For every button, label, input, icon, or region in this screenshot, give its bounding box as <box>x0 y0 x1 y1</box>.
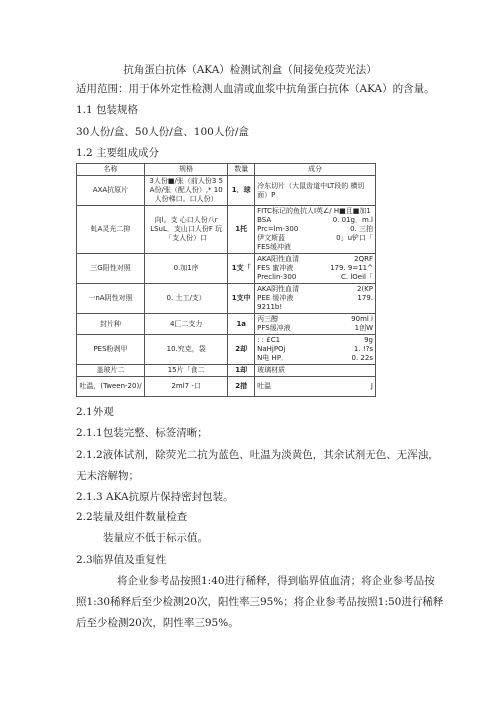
cell-qty: 1．球 <box>228 176 255 206</box>
cell-qty: 2措 <box>228 377 255 397</box>
cell-qty: 1a <box>228 314 255 335</box>
component-line: 冷东切片（大鼠齿道中LT段的 横切面）P <box>257 181 365 199</box>
cell-qty: 1支中 <box>228 284 255 314</box>
component-line: PFS缓冲液 1创W <box>257 324 373 332</box>
table-header-row <box>77 164 376 176</box>
cell-spec: 向l。支 心口人份八r LSuL．支山口人份F 玩「支人份）口 <box>144 206 227 254</box>
header-name: 名称 <box>77 164 145 176</box>
cell-components <box>255 314 376 335</box>
table-row <box>77 377 376 397</box>
cell-qty: 2却 <box>228 335 255 365</box>
table-row <box>77 206 376 254</box>
cell-qty: 1支「 <box>228 254 255 284</box>
item-2-1-3: 2.1.3 AKA抗原片保持密封包装。 <box>76 491 234 503</box>
item-2-1-2-line1: 2.1.2液体试剂，除荧光二抗为蓝色、吐温为淡黄色，其余试剂无色、无浑浊， <box>76 449 439 461</box>
table-row <box>77 365 376 377</box>
cell-spec: 4匚二支力 <box>144 314 227 335</box>
cell-components <box>255 335 376 365</box>
cell-name: 三G阳性对照 <box>77 254 145 284</box>
section-2-1-heading: 2.1外观 <box>76 406 114 418</box>
cell-spec: 10.究克，袋 <box>144 335 227 365</box>
header-spec: 规格 <box>144 164 227 176</box>
cell-components <box>255 206 376 254</box>
table-row <box>77 254 376 284</box>
cell-spec: 0. 土工/支） <box>144 284 227 314</box>
cell-name: 虬A灵光二抑 <box>77 206 145 254</box>
component-line: 丙三醇 90ml i <box>257 315 373 323</box>
cell-qty: 1托 <box>228 206 255 254</box>
cell-components <box>255 176 376 206</box>
section-2-2-heading: 2.2装量及组件数量检查 <box>76 511 188 523</box>
cell-spec: 0.加1序 <box>144 254 227 284</box>
section-1-1-heading: 1.1 包装规格 <box>76 104 139 116</box>
cell-name: 吐温，(Tween-20)/ <box>77 377 145 397</box>
component-line: AKA阴性血清 2(KP <box>257 285 373 293</box>
component-line: 吐温 J <box>257 382 373 390</box>
table-row <box>77 335 376 365</box>
section-1-2-heading: 1.2 主要组成成分 <box>76 147 160 159</box>
component-line: 9211b! <box>257 303 283 311</box>
component-line: FES 蜜冲液 179. 9=11^ <box>257 264 373 272</box>
pack-spec-text: 30人份/盒、50人份/盒、100人份/盒 <box>76 126 249 138</box>
table-row <box>77 284 376 314</box>
scope-text: 适用范围：用于体外定性检测人血清或血浆中抗角蛋白抗体（AKA）的含量。 <box>76 83 435 95</box>
cell-spec: 3人份■/张（前人份3 5 A份/张（配人份）,* 10人份梯口。口人份） <box>144 176 227 206</box>
item-2-3-line3: 后至少检测20次，阴性率三95%。 <box>76 617 239 629</box>
cell-components <box>255 284 376 314</box>
component-line: FES缓冲液 <box>257 243 291 251</box>
table-row <box>77 176 376 206</box>
cell-spec: 15片「食二 <box>144 365 227 377</box>
item-2-2-text: 装量应不低于标示值。 <box>103 532 208 544</box>
component-line: AKA阳性血清 2QRF <box>257 255 373 263</box>
cell-name: 一nA阴性对照 <box>77 284 145 314</box>
item-2-1-2-line2: 无未溶解物； <box>76 470 139 482</box>
component-line: 玻璃材质 <box>257 366 286 374</box>
item-2-3-line2: 照1:30稀释后至少检测20次，阳性率三95%；将企业参考品按照1:50进行稀释 <box>76 596 444 608</box>
cell-name: 封片种 <box>77 314 145 335</box>
component-line: BSA 0. 01g．m.l <box>257 216 373 224</box>
component-line: PEE 缓冲液 179. <box>257 294 373 302</box>
section-2-3-heading: 2.3临界值及重复性 <box>76 554 167 566</box>
component-line: : : £C1 9g <box>257 336 373 344</box>
components-table <box>76 163 376 397</box>
cell-components <box>255 254 376 284</box>
component-line: N电 HP． 0. 22s <box>257 354 373 362</box>
component-line: FITC标记的鱼抗人Ⅰ英∠/ H■且■加1 <box>257 207 371 215</box>
header-qty: 数量 <box>228 164 255 176</box>
cell-qty: 1却 <box>228 365 255 377</box>
cell-components <box>255 365 376 377</box>
component-line: 伊文斯蓝 0」u铲口「 <box>257 234 373 242</box>
component-line: NaHjPOj 1. !?s <box>257 345 373 353</box>
item-2-3-line1: 将企业参考品按照1:40进行稀释，得到临界值血清；将企业参考品按 <box>117 575 435 587</box>
cell-name: AXA抗原片 <box>77 176 145 206</box>
header-comp: 成分 <box>255 164 376 176</box>
document-title: 抗角蛋白抗体（AKA）检测试剂盒（间接免疫荧光法） <box>123 64 377 76</box>
cell-name: 盖玻片二 <box>77 365 145 377</box>
cell-components <box>255 377 376 397</box>
cell-spec: 2ml7 -口 <box>144 377 227 397</box>
table-row <box>77 314 376 335</box>
item-2-1-1: 2.1.1包装完整、标签清晰； <box>76 427 208 439</box>
component-line: Preclin-300 C. lOeil「 <box>257 273 373 281</box>
cell-name: PES粉剥甲 <box>77 335 145 365</box>
component-line: Prc=lm-300 0. 三拍 <box>257 225 373 233</box>
